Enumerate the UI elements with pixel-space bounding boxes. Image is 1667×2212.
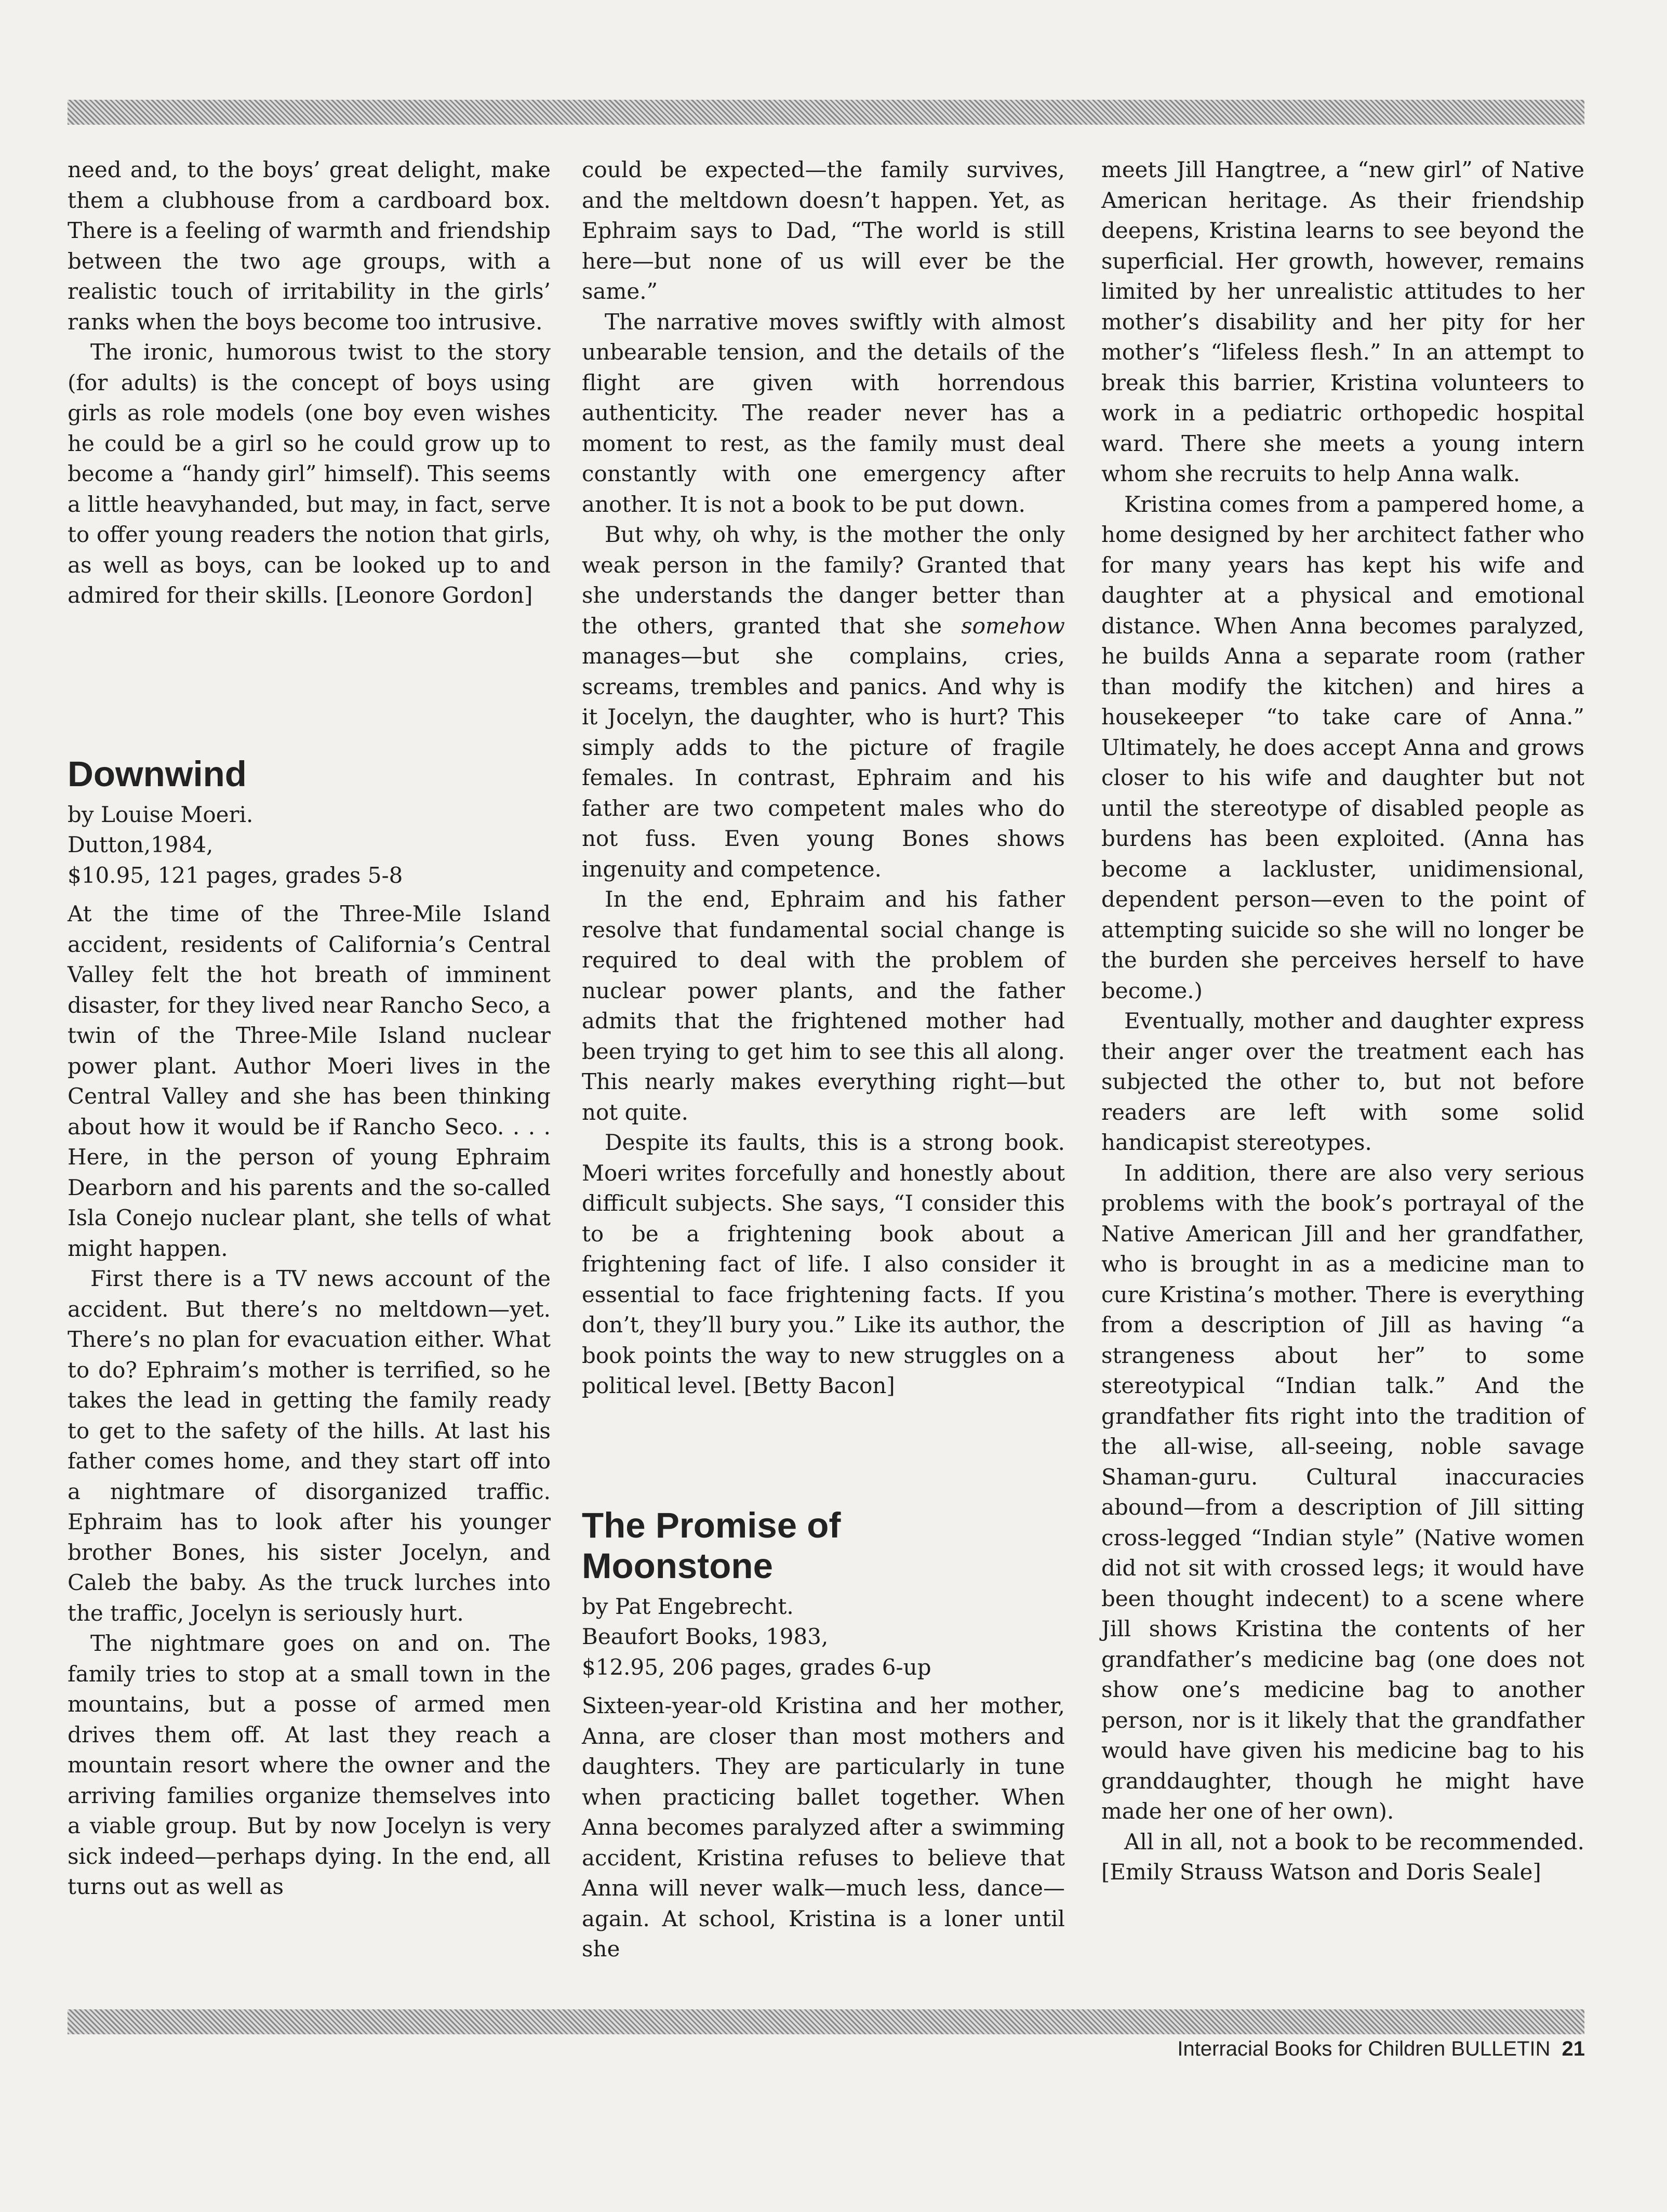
emphasis: somehow xyxy=(961,613,1065,639)
book-details: $12.95, 206 pages, grades 6-up xyxy=(582,1654,931,1680)
paragraph: Despite its faults, this is a strong book. Moeri writes forcefully and honestly about difficult subjects. She says, “I consider this to be a frightening book about a frightening fact of life. I also consider it essential to face frightening facts. If you don’t, they’ll bury you.” Like its author, the book points the way to new struggles on a political level. [Betty Bacon] xyxy=(582,1130,1065,1398)
review-byline-moonstone xyxy=(582,1592,1065,1683)
column-3 xyxy=(1101,155,1584,1888)
column-1 xyxy=(68,155,551,1902)
title-line: The Promise of xyxy=(582,1505,841,1545)
top-hatched-rule xyxy=(68,100,1584,125)
publisher: Beaufort Books, 1983, xyxy=(582,1624,829,1649)
paragraph xyxy=(582,520,1065,884)
review-title-promise-of-moonstone xyxy=(582,1505,1065,1586)
paragraph: In addition, there are also very serious problems with the book’s portrayal of the Native American Jill and her grandfather, who is brought in as a medicine man to cure Kristina’s mother. There is everything from a description of Jill as having “a strangeness about her” to some stereotypical “Indian talk.” And the grandfather fits right into the tradition of the all-wise, all-seeing, noble savage Shaman-guru. Cultural inaccuracies abound—from a description of Jill sitting cross-legged “Indian style” (Native women did not sit with crossed legs; it would have been thought indecent) to a scene where Jill shows Kristina the contents of her grandfather’s medicine bag (one does not show one’s medicine bag to another person, nor is it likely that the grandfather would have given his medicine bag to his granddaughter, though he might have made her one of her own). xyxy=(1101,1160,1584,1824)
author: by Pat Engebrecht. xyxy=(582,1593,794,1619)
paragraph: could be expected—the family survives, and the meltdown doesn’t happen. Yet, as Ephraim says to Dad, “The world is still here—but none of us will ever be the same.” xyxy=(582,157,1065,304)
review-byline-downwind xyxy=(68,800,551,891)
text-run: But why, oh why, is the mother the only weak person in the family? Granted that she understands the danger better than the others, granted that she xyxy=(582,522,1065,639)
publisher: Dutton,1984, xyxy=(68,832,214,857)
page-number: 21 xyxy=(1562,2037,1585,2060)
bottom-hatched-rule xyxy=(68,2009,1584,2034)
book-details: $10.95, 121 pages, grades 5-8 xyxy=(68,862,403,888)
paragraph: Kristina comes from a pampered home, a home designed by her architect father who for many years has kept his wife and daughter at a physical and emotional distance. When Anna becomes paralyzed, he builds Anna a separate room (rather than modify the kitchen) and hires a housekeeper “to take care of Anna.” Ultimately, he does accept Anna and grows closer to his wife and daughter but not until the stereotype of disabled people as burdens has been exploited. (Anna has become a lackluster, unidimensional, dependent person—even to the point of attempting suicide so she will no longer be the burden she perceives herself to have become.) xyxy=(1101,491,1584,1003)
column-2 xyxy=(582,155,1065,1965)
paragraph: In the end, Ephraim and his father resolve that fundamental social change is required to deal with the problem of nuclear power plants, and the father admits that the frightened mother had been trying to get him to see this all along. This nearly makes everything right—but not quite. xyxy=(582,886,1065,1125)
paragraph: The nightmare goes on and on. The family tries to stop at a small town in the mountains, but a posse of armed men drives them off. At last they reach a mountain resort where the owner and the arriving families organize themselves into a viable group. But by now Jocelyn is very sick indeed—perhaps dying. In the end, all turns out as well as xyxy=(68,1631,551,1899)
publication-name: Interracial Books for Children BULLETIN xyxy=(1177,2037,1551,2060)
paragraph: Eventually, mother and daughter express their anger over the treatment each has subjected the other to, but not before readers are left with some solid handicapist stereotypes. xyxy=(1101,1008,1584,1155)
paragraph: The narrative moves swiftly with almost unbearable tension, and the details of the flight are given with horrendous authenticity. The reader never has a moment to rest, as the family must deal constantly with one emergency after another. It is not a book to be put down. xyxy=(582,309,1065,517)
paragraph: At the time of the Three-Mile Island accident, residents of California’s Central Valley felt the hot breath of imminent disaster, for they lived near Rancho Seco, a twin of the Three-Mile Island nuclear power plant. Author Moeri lives in the Central Valley and she has been thinking about how it would be if Rancho Seco. . . . Here, in the person of young Ephraim Dearborn and his parents and the so-called Isla Conejo nuclear plant, she tells of what might happen. xyxy=(68,901,551,1261)
paragraph: meets Jill Hangtree, a “new girl” of Native American heritage. As their friendship deepens, Kristina learns to see beyond the superficial. Her growth, however, remains limited by her unrealistic attitudes to her mother’s disability and her pity for her mother’s “lifeless flesh.” In an attempt to break this barrier, Kristina volunteers to work in a pediatric orthopedic hospital ward. There she meets a young intern whom she recruits to help Anna walk. xyxy=(1101,157,1584,486)
text-run: manages—but she complains, cries, screams, trembles and panics. And why is it Jocelyn, the daughter, who is hurt? This simply adds to the picture of fragile females. In contrast, Ephraim and his father are two competent males who do not fuss. Even young Bones shows ingenuity and competence. xyxy=(582,643,1065,882)
paragraph: Sixteen-year-old Kristina and her mother, Anna, are closer than most mothers and daughters. They are particularly in tune when practicing ballet together. When Anna becomes paralyzed after a swimming accident, Kristina refuses to believe that Anna will never walk—much less, dance—again. At school, Kristina is a loner until she xyxy=(582,1693,1065,1962)
paragraph: need and, to the boys’ great delight, make them a clubhouse from a cardboard box. There is a feeling of warmth and friendship between the two age groups, with a realistic touch of irritability in the girls’ ranks when the boys become too intrusive. xyxy=(68,157,551,335)
page-footer xyxy=(1177,2037,1585,2061)
author: by Louise Moeri. xyxy=(68,801,254,827)
paragraph: All in all, not a book to be recommended. [Emily Strauss Watson and Doris Seale] xyxy=(1101,1829,1584,1885)
paragraph: The ironic, humorous twist to the story (for adults) is the concept of boys using girls as role models (one boy even wishes he could be a girl so he could grow up to become a “handy girl” himself). This seems a little heavyhanded, but may, in fact, serve to offer young readers the notion that girls, as well as boys, can be looked up to and admired for their skills. [Leonore Gordon] xyxy=(68,339,551,608)
paragraph: First there is a TV news account of the accident. But there’s no meltdown—yet. There’s no plan for evacuation either. What to do? Ephraim’s mother is terrified, so he takes the lead in getting the family ready to get to the safety of the hills. At last his father comes home, and they start off into a nightmare of disorganized traffic. Ephraim has to look after his younger brother Bones, his sister Jocelyn, and Caleb the baby. As the truck lurches into the traffic, Jocelyn is seriously hurt. xyxy=(68,1266,551,1626)
review-title-downwind: Downwind xyxy=(68,753,247,794)
title-line: Moonstone xyxy=(582,1545,773,1586)
